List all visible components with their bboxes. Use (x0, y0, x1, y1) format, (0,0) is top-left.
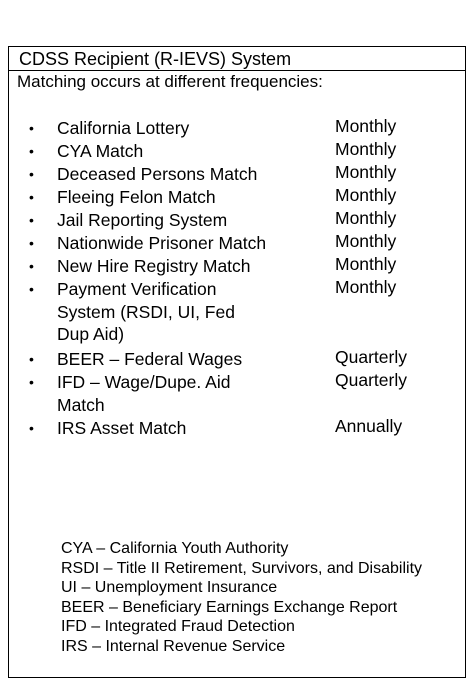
match-name: Deceased Persons Match (57, 164, 258, 184)
abbreviation-legend (61, 539, 422, 656)
match-name: Jail Reporting System (57, 210, 228, 230)
match-frequency: Monthly (335, 277, 397, 297)
match-frequency: Monthly (335, 185, 397, 205)
match-frequency: Annually (335, 416, 403, 436)
bullet-icon: • (29, 351, 34, 367)
bullet-icon: • (29, 189, 34, 205)
legend-line: RSDI – Title II Retirement, Survivors, and Disability (61, 559, 423, 577)
match-name: Nationwide Prisoner Match (57, 233, 267, 253)
bullet-icon: • (29, 120, 34, 136)
match-name: Fleeing Felon Match (57, 187, 216, 207)
match-frequency: Monthly (335, 208, 397, 228)
match-name: Payment Verification System (RSDI, UI, Fed Dup Aid) (57, 279, 235, 344)
legend-line: IRS – Internal Revenue Service (61, 637, 286, 655)
match-frequency: Quarterly (335, 347, 407, 367)
match-name: New Hire Registry Match (57, 256, 251, 276)
match-frequency: Monthly (335, 231, 397, 251)
bullet-icon: • (29, 235, 34, 251)
subtitle: Matching occurs at different frequencies: (17, 72, 323, 91)
document-frame (8, 46, 466, 678)
match-name: California Lottery (57, 118, 190, 138)
bullet-icon: • (29, 420, 34, 436)
legend-line: BEER – Beneficiary Earnings Exchange Report (61, 598, 398, 616)
match-frequency: Monthly (335, 139, 397, 159)
match-frequency: Monthly (335, 162, 397, 182)
bullet-icon: • (29, 258, 34, 274)
match-name: BEER – Federal Wages (57, 349, 243, 369)
legend-line: IFD – Integrated Fraud Detection (61, 618, 295, 635)
title-row (9, 47, 465, 71)
bullet-icon: • (29, 281, 34, 297)
bullet-icon: • (29, 143, 34, 159)
bullet-icon: • (29, 166, 34, 182)
match-frequency: Monthly (335, 116, 397, 136)
match-name: CYA Match (57, 141, 144, 161)
match-frequency: Quarterly (335, 370, 407, 390)
legend-line: CYA – California Youth Authority (61, 540, 289, 557)
bullet-icon: • (29, 374, 34, 390)
match-frequency: Monthly (335, 254, 397, 274)
match-name: IRS Asset Match (57, 418, 187, 438)
legend-line: UI – Unemployment Insurance (61, 579, 278, 596)
bullet-icon: • (29, 212, 34, 228)
page-title: CDSS Recipient (R-IEVS) System (19, 49, 292, 69)
match-name: IFD – Wage/Dupe. Aid Match (57, 372, 231, 415)
